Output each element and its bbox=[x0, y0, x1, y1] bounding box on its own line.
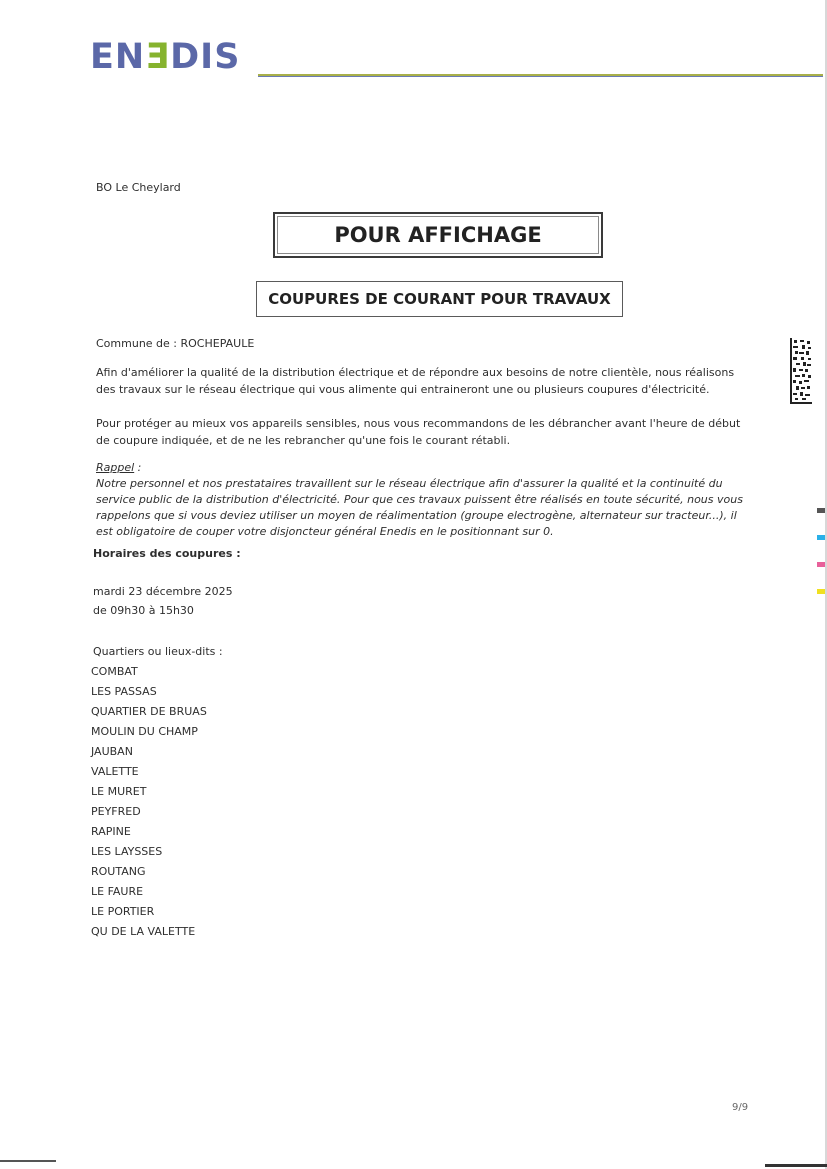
enedis-logo: ENƎDIS bbox=[90, 37, 241, 77]
list-item: COMBAT bbox=[91, 665, 138, 678]
color-mark-yellow bbox=[817, 589, 825, 594]
list-item: PEYFRED bbox=[91, 805, 141, 818]
list-item: LES PASSAS bbox=[91, 685, 157, 698]
office-name: BO Le Cheylard bbox=[96, 181, 181, 194]
header-rule-secondary bbox=[258, 76, 823, 77]
list-item: VALETTE bbox=[91, 765, 139, 778]
page-number: 9/9 bbox=[732, 1102, 749, 1113]
list-item: QU DE LA VALETTE bbox=[91, 925, 196, 938]
reminder-text: Notre personnel et nos prestataires travaillent sur le réseau électrique afin d'assurer la qualité et la continuité du service public de la distribution d'électricité. Pour que ces travaux puissent être réalisés en toute sécurité, nous vous rappelons que si vous deviez utiliser un moyen de réalimentation (groupe electrogène, alternateur sur tracteur...), il est obligatoire de couper votre disjoncteur général Enedis en le positionnant sur 0. bbox=[96, 477, 743, 538]
commune-line: Commune de : ROCHEPAULE bbox=[96, 337, 255, 350]
outage-date: mardi 23 décembre 2025 bbox=[93, 585, 233, 598]
reminder-title: Rappel bbox=[96, 461, 135, 474]
schedule-title: Horaires des coupures : bbox=[93, 547, 241, 560]
list-item: MOULIN DU CHAMP bbox=[91, 725, 198, 738]
list-item: LES LAYSSES bbox=[91, 845, 163, 858]
list-item: LE MURET bbox=[91, 785, 147, 798]
color-mark-black bbox=[817, 508, 825, 513]
color-mark-magenta bbox=[817, 562, 825, 567]
scan-mark-right bbox=[765, 1164, 827, 1167]
list-item: LE PORTIER bbox=[91, 905, 155, 918]
scan-mark-left bbox=[0, 1160, 56, 1162]
color-mark-cyan bbox=[817, 535, 825, 540]
intro-paragraph: Afin d'améliorer la qualité de la distribution électrique et de répondre aux besoins de notre clientèle, nous réalisons des travaux sur le réseau électrique qui vous alimente qui entraineront une ou plusieurs coupures d'électricité. bbox=[96, 366, 735, 396]
list-item: LE FAURE bbox=[91, 885, 144, 898]
outage-hours: de 09h30 à 15h30 bbox=[93, 604, 194, 617]
list-item: ROUTANG bbox=[91, 865, 146, 878]
list-item: RAPINE bbox=[91, 825, 131, 838]
list-item: QUARTIER DE BRUAS bbox=[91, 705, 207, 718]
places-list bbox=[91, 662, 207, 942]
places-title: Quartiers ou lieux-dits : bbox=[93, 645, 223, 658]
notice-label-box bbox=[273, 212, 603, 258]
subject-title: COUPURES DE COURANT POUR TRAVAUX bbox=[268, 290, 611, 308]
list-item: JAUBAN bbox=[91, 745, 133, 758]
reminder-block: Rappel : Notre personnel et nos prestataires travaillent sur le réseau électrique afin d'assurer la qualité et la continuité du service public de la distribution d'électricité. Pour que ces travaux puissent être réalisés en toute sécurité, nous vous rappelons que si vous deviez utiliser un moyen de réalimentation (groupe electrogène, alternateur sur tracteur...), il est obligatoire de couper votre disjoncteur général Enedis en le positionnant sur 0. bbox=[96, 460, 756, 540]
datamatrix-code-icon bbox=[790, 338, 812, 404]
advice-paragraph: Pour protéger au mieux vos appareils sensibles, nous vous recommandons de les débrancher avant l'heure de début de coupure indiquée, et de ne les rebrancher qu'une fois le courant rétabli. bbox=[96, 417, 741, 447]
subject-box bbox=[256, 281, 623, 317]
notice-label: POUR AFFICHAGE bbox=[334, 223, 542, 247]
